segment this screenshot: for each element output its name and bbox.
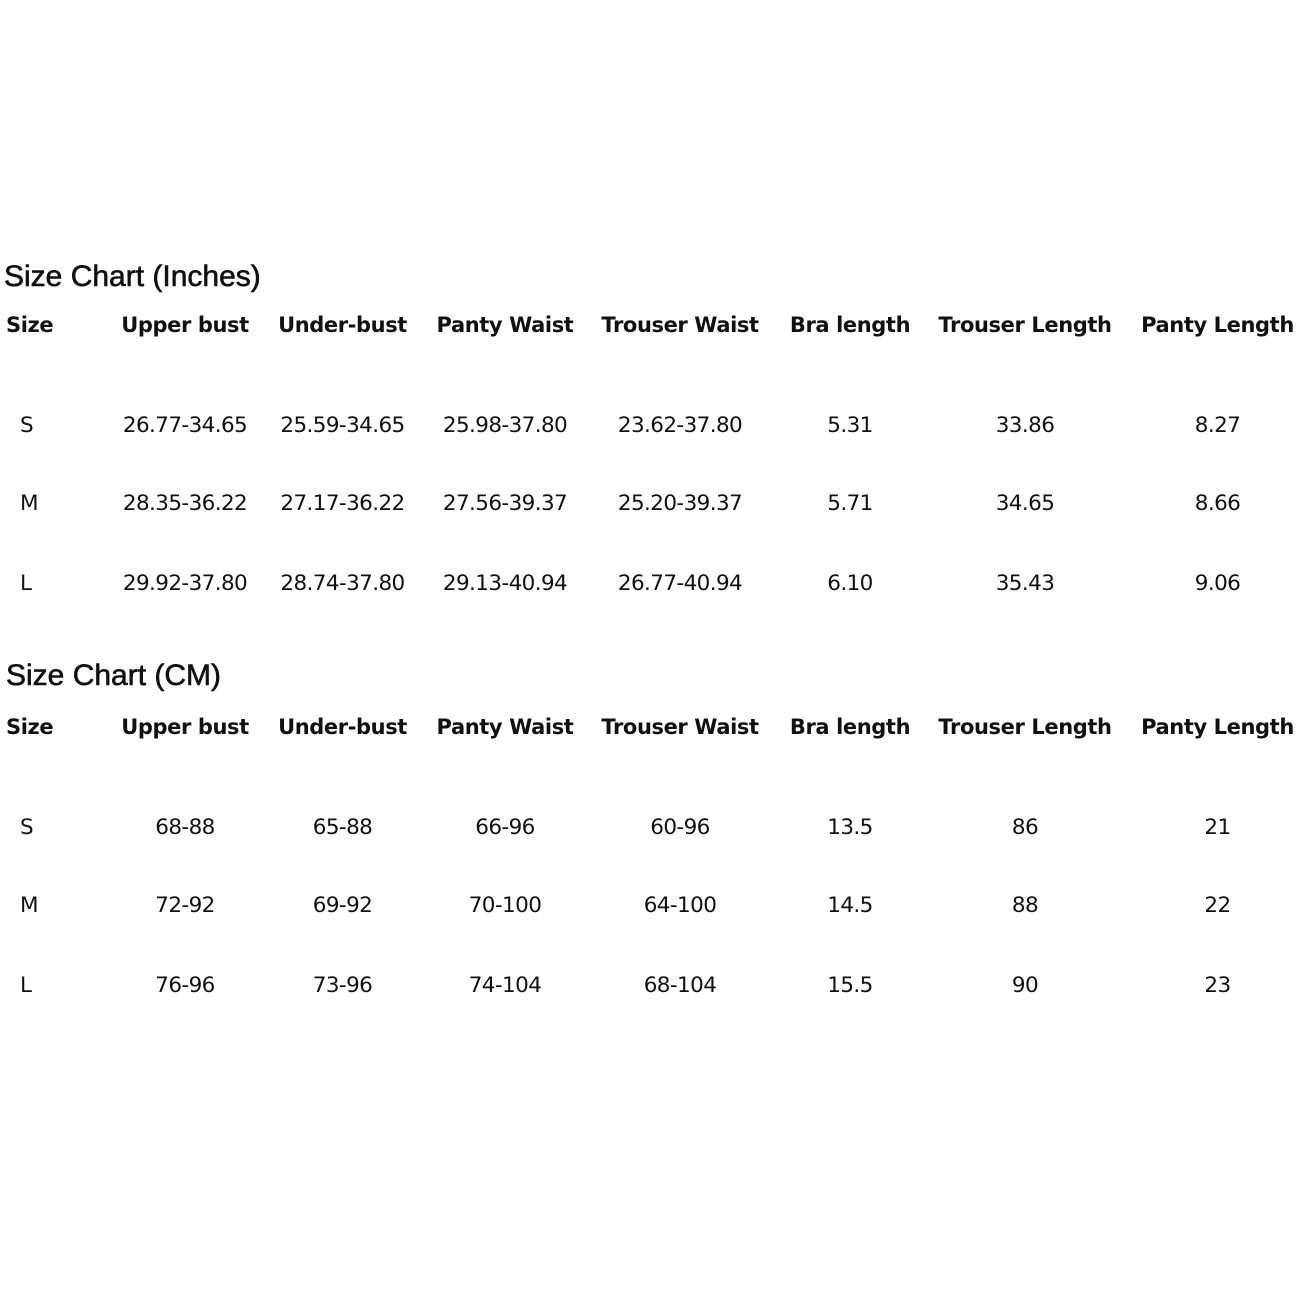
cell-upper-bust: 29.92-37.80 (122, 570, 248, 596)
column-header-trouser-waist: Trouser Waist (601, 313, 759, 337)
column-header-under-bust: Under-bust (278, 715, 407, 739)
cell-under-bust: 65-88 (312, 815, 373, 840)
column-header-panty-waist: Panty Waist (436, 313, 574, 337)
cell-panty-length: 8.66 (1194, 490, 1241, 516)
cell-under-bust: 25.59-34.65 (280, 413, 405, 438)
table-header-row (0, 707, 1310, 747)
cell-under-bust: 73-96 (312, 972, 373, 998)
column-header-trouser-length: Trouser Length (938, 715, 1112, 739)
column-header-size: Size (6, 715, 54, 739)
cell-panty-waist: 66-96 (475, 815, 535, 840)
cell-bra-length: 5.71 (827, 490, 873, 516)
table-row (0, 747, 1310, 865)
cell-trouser-waist: 25.20-39.37 (617, 490, 743, 516)
cell-size: S (20, 815, 34, 840)
cell-panty-length: 23 (1204, 972, 1231, 998)
table-header-row (0, 305, 1310, 345)
column-header-trouser-length: Trouser Length (938, 313, 1112, 337)
cell-upper-bust: 28.35-36.22 (122, 490, 248, 516)
column-header-size: Size (6, 313, 54, 337)
cell-panty-waist: 27.56-39.37 (442, 490, 568, 516)
cell-bra-length: 15.5 (827, 972, 873, 998)
size-chart-inches-section (0, 255, 1310, 596)
cell-trouser-length: 35.43 (995, 570, 1055, 596)
cell-size: L (20, 972, 32, 998)
table-row (0, 345, 1310, 463)
column-header-under-bust: Under-bust (278, 313, 407, 337)
cell-upper-bust: 76-96 (155, 972, 215, 998)
cell-panty-waist: 70-100 (468, 892, 542, 918)
column-header-panty-length: Panty Length (1141, 313, 1294, 337)
cell-trouser-waist: 64-100 (643, 892, 717, 918)
cell-panty-length: 9.06 (1194, 570, 1241, 596)
size-chart-cm-title: Size Chart (CM) (6, 659, 222, 692)
cell-panty-length: 22 (1204, 892, 1231, 918)
cell-trouser-length: 90 (1011, 972, 1039, 998)
cell-panty-waist: 25.98-37.80 (442, 413, 568, 438)
cell-panty-length: 21 (1204, 815, 1231, 840)
size-chart-cm-section (0, 654, 1310, 998)
column-header-upper-bust: Upper bust (121, 313, 249, 337)
cell-bra-length: 13.5 (827, 815, 873, 840)
column-header-panty-length: Panty Length (1141, 715, 1294, 739)
cell-trouser-length: 88 (1011, 892, 1039, 918)
cell-panty-length: 8.27 (1194, 413, 1241, 438)
cell-trouser-waist: 26.77-40.94 (617, 570, 743, 596)
cell-under-bust: 28.74-37.80 (280, 570, 405, 596)
size-chart-inches-table (0, 305, 1310, 623)
cell-bra-length: 6.10 (827, 570, 873, 596)
cell-bra-length: 5.31 (827, 413, 873, 438)
size-chart-inches-title: Size Chart (Inches) (4, 260, 261, 293)
cell-trouser-waist: 23.62-37.80 (617, 413, 743, 438)
table-row (0, 865, 1310, 945)
cell-upper-bust: 26.77-34.65 (122, 413, 248, 438)
cell-panty-waist: 29.13-40.94 (442, 570, 568, 596)
cell-bra-length: 14.5 (827, 892, 873, 918)
table-row (0, 463, 1310, 543)
cell-upper-bust: 72-92 (155, 892, 215, 918)
column-header-upper-bust: Upper bust (121, 715, 249, 739)
cell-trouser-length: 86 (1011, 815, 1039, 840)
column-header-bra-length: Bra length (789, 715, 911, 739)
cell-trouser-length: 33.86 (995, 413, 1055, 438)
table-row (0, 543, 1310, 623)
column-header-panty-waist: Panty Waist (436, 715, 574, 739)
cell-under-bust: 69-92 (312, 892, 373, 918)
table-row (0, 945, 1310, 1025)
size-chart-cm-table (0, 707, 1310, 1025)
cell-size: S (20, 413, 34, 438)
cell-panty-waist: 74-104 (468, 972, 542, 998)
column-header-bra-length: Bra length (789, 313, 911, 337)
cell-upper-bust: 68-88 (155, 815, 215, 840)
cell-trouser-length: 34.65 (995, 490, 1055, 516)
column-header-trouser-waist: Trouser Waist (601, 715, 759, 739)
cell-size: L (20, 570, 32, 596)
cell-size: M (20, 892, 38, 918)
cell-trouser-waist: 68-104 (643, 972, 717, 998)
cell-under-bust: 27.17-36.22 (280, 490, 405, 516)
cell-trouser-waist: 60-96 (650, 815, 710, 840)
cell-size: M (20, 490, 38, 516)
